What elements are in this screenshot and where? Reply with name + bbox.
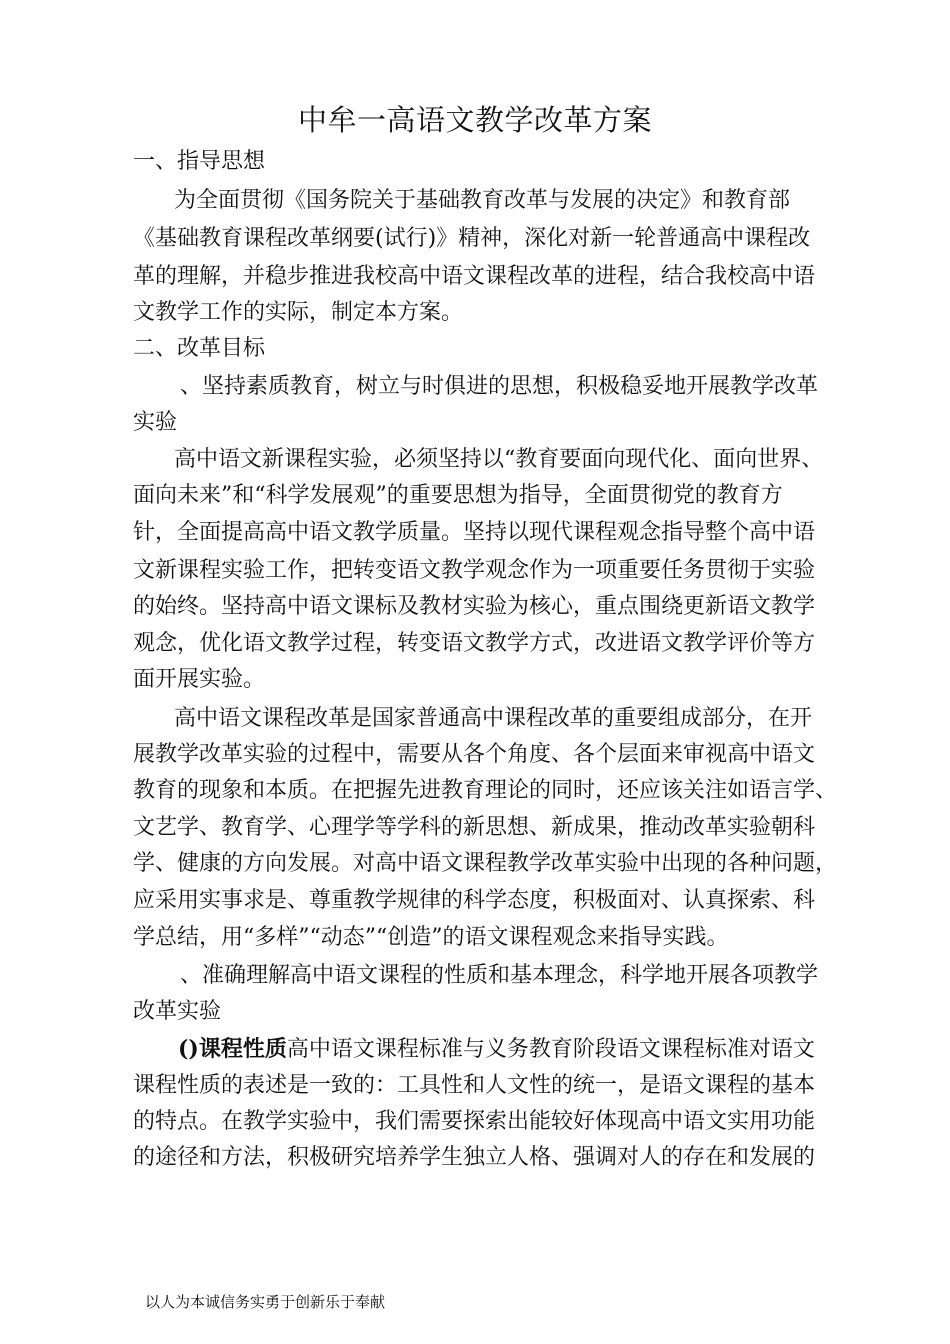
paragraph-line: 针，全面提高高中语文教学质量。坚持以现代课程观念指导整个高中语	[133, 520, 816, 545]
subheading-line: 、坚持素质教育，树立与时俱进的思想，积极稳妥地开展教学改革	[180, 374, 819, 399]
paragraph-line: 革的理解，并稳步推进我校高中语文课程改革的进程，结合我校高中语	[133, 264, 816, 289]
paragraph-line: 教育的现象和本质。在把握先进教育理论的同时，还应该关注如语言学、	[133, 778, 838, 803]
bold-lead-term: ()课程性质	[178, 1036, 287, 1062]
paragraph-line: 的特点。在教学实验中，我们需要探索出能较好体现高中语文实用功能	[133, 1109, 816, 1134]
paragraph-line: 高中语文课程改革是国家普通高中课程改革的重要组成部分，在开	[174, 706, 813, 731]
section-heading: 二、改革目标	[133, 336, 266, 361]
paragraph-line: 的途径和方法，积极研究培养学生独立人格、强调对人的存在和发展的	[133, 1145, 816, 1170]
paragraph-line: 《基础教育课程改革纲要(试行)》精神，深化对新一轮普通高中课程改	[133, 226, 811, 251]
paragraph-line: 展教学改革实验的过程中，需要从各个角度、各个层面来审视高中语文	[133, 742, 816, 767]
paragraph-line: 的始终。坚持高中语文课标及教材实验为核心，重点围绕更新语文教学	[133, 594, 816, 619]
paragraph-line: 课程性质的表述是一致的：工具性和人文性的统一，是语文课程的基本	[133, 1073, 816, 1098]
paragraph-line: 学、健康的方向发展。对高中语文课程教学改革实验中出现的各种问题，	[133, 851, 838, 876]
paragraph-line: 文新课程实验工作，把转变语文教学观念作为一项重要任务贯彻于实验	[133, 558, 816, 583]
subheading-line: 实验	[133, 410, 178, 435]
subheading-line: 、准确理解高中语文课程的性质和基本理念，科学地开展各项教学	[180, 963, 819, 988]
page-title: 中牟一高语文教学改革方案	[297, 103, 652, 137]
paragraph-text: 高中语文课程标准与义务教育阶段语文课程标准对语文	[286, 1037, 815, 1062]
paragraph-line: 高中语文新课程实验，必须坚持以“教育要面向现代化、面向世界、	[174, 447, 824, 472]
section-heading: 一、指导思想	[133, 149, 266, 174]
paragraph-line: 观念，优化语文教学过程，转变语文教学方式，改进语文教学评价等方	[133, 631, 816, 656]
paragraph-line: 文教学工作的实际，制定本方案。	[133, 300, 464, 325]
page-footer: 以人为本诚信务实勇于创新乐于奉献	[145, 1293, 386, 1311]
paragraph-line: 文艺学、教育学、心理学等学科的新思想、新成果，推动改革实验朝科	[133, 815, 816, 840]
paragraph-line: 学总结，用“多样”“动态”“创造”的语文课程观念来指导实践。	[133, 925, 729, 950]
paragraph-line: 面向未来”和“科学发展观”的重要思想为指导，全面贯彻党的教育方	[133, 483, 783, 508]
paragraph-line	[178, 1034, 815, 1065]
paragraph-line: 应采用实事求是、尊重教学规律的科学态度，积极面对、认真探索、科	[133, 888, 816, 913]
subheading-line: 改革实验	[133, 999, 222, 1024]
paragraph-line: 为全面贯彻《国务院关于基础教育改革与发展的决定》和教育部	[174, 188, 791, 213]
paragraph-line: 面开展实验。	[133, 667, 266, 692]
